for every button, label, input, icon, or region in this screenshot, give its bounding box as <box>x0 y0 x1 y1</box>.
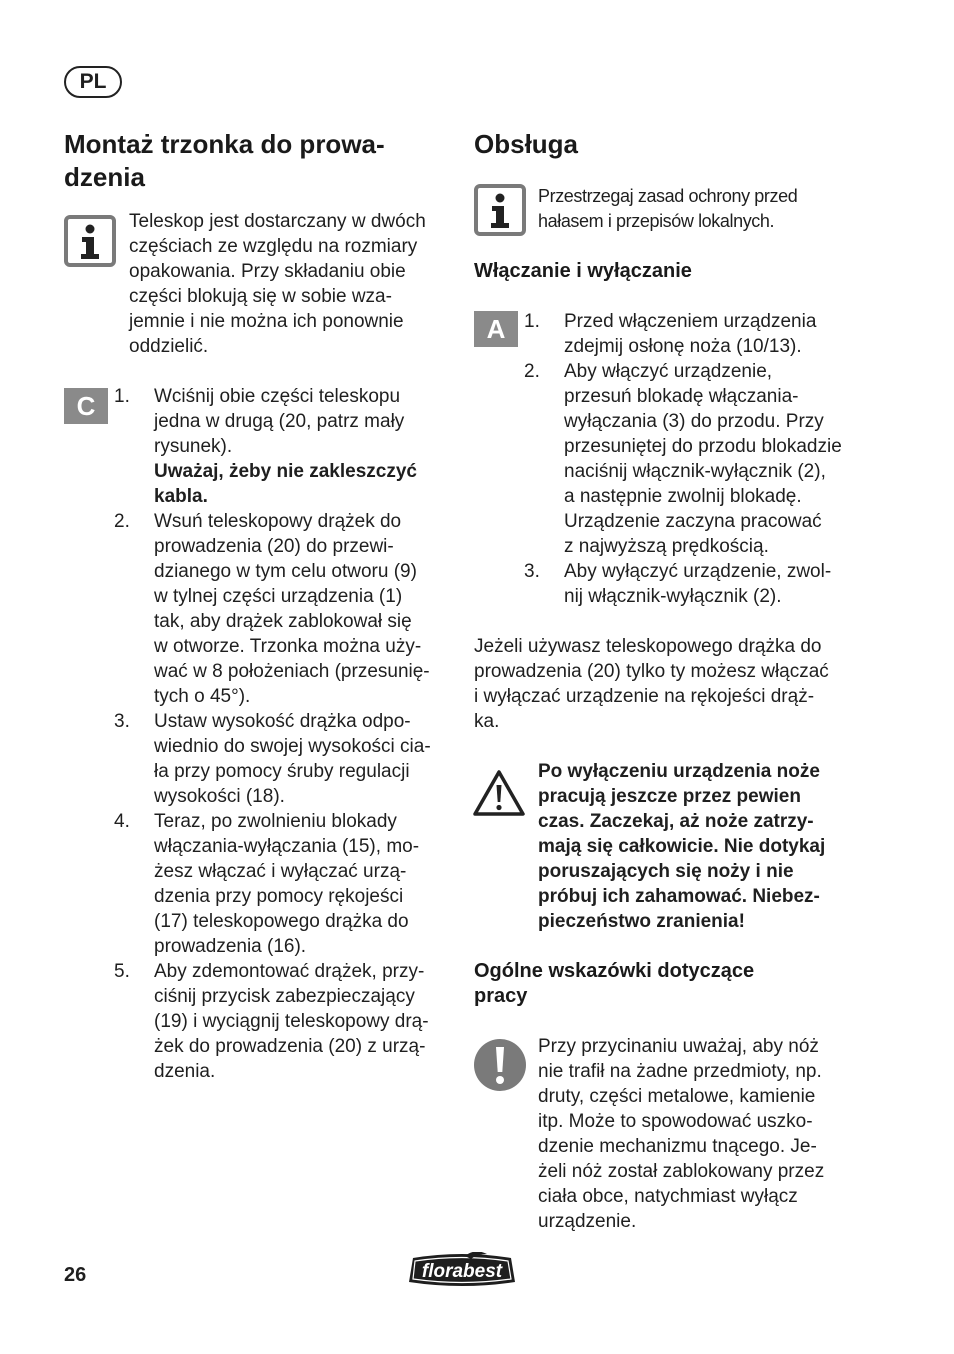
language-badge: PL <box>64 66 122 98</box>
section-title-assembly: Montaż trzonka do prowa- dzenia <box>64 129 385 192</box>
step-text: Aby zdemontować drążek, przy- ciśnij przycisk zabezpieczający (19) i wyciągnij teleskopowy drą- żek do prowadzenia (20) z urzą- dzenia. <box>154 961 429 1082</box>
warning-text: Po wyłączeniu urządzenia noże pracują jeszcze przez pewien czas. Zaczekaj, aż noże zatrzy- mają się całkowicie. Nie dotykaj poruszających się noży i nie próbuj ich zahamować. Niebez- pieczeństwo zranienia! <box>538 761 826 932</box>
step-number: 1. <box>114 386 130 407</box>
step-number: 3. <box>524 561 540 582</box>
step-text: Teraz, po zwolnieniu blokady włączania-wyłączania (15), mo- żesz włączać i wyłączać urzą- dzenia przy pomocy rękojeści (17) teleskopowego drążka do prowadzenia (16). <box>154 811 420 957</box>
section-title-operation: Obsługa <box>474 129 579 159</box>
telescope-paragraph: Jeżeli używasz teleskopowego drążka do prowadzenia (20) tylko ty możesz włączać i wyłączać urządzenie na rękojeści drąż- ka. <box>474 636 829 732</box>
svg-text:florabest: florabest <box>421 1261 503 1282</box>
list-item <box>524 559 869 609</box>
warning-triangle-icon <box>472 768 526 818</box>
list-item <box>114 509 459 709</box>
info-text-operation: Przestrzegaj zasad ochrony przed hałasem i przepisów lokalnych. <box>538 186 798 231</box>
step-text: Wsuń teleskopowy drążek do prowadzenia (20) do przewi- dzianego w tym celu otworu (9) w tylnej części urządzenia (1) tak, aby drążek zablokował się w otworze. Trzonka można uży- wać w 8 położeniach (przesunię- tych o 45°). <box>154 511 430 707</box>
step-text: Ustaw wysokość drążka odpo- wiednio do swojej wysokości cia- ła przy pomocy śruby regulacji wysokości (18). <box>154 711 431 807</box>
step-text: Aby wyłączyć urządzenie, zwol- nij włącznik-wyłącznik (2). <box>564 561 832 607</box>
step-text: Wciśnij obie części teleskopu jedna w drugą (20, patrz mały rysunek). <box>154 386 405 457</box>
florabest-logo <box>405 1252 519 1288</box>
list-item <box>524 309 869 359</box>
step-letter-a: A <box>474 311 518 347</box>
page-number: 26 <box>64 1264 87 1286</box>
info-icon <box>474 184 526 236</box>
operation-steps <box>524 309 869 609</box>
step-number: 5. <box>114 961 130 982</box>
list-item <box>114 384 459 509</box>
list-item <box>114 809 459 959</box>
step-number: 2. <box>114 511 130 532</box>
step-note: Uważaj, żeby nie zakleszczyć kabla. <box>154 461 417 507</box>
step-text: Przed włączeniem urządzenia zdejmij osłonę noża (10/13). <box>564 311 817 357</box>
step-number: 2. <box>524 361 540 382</box>
step-text: Aby włączyć urządzenie, przesuń blokadę włączania- wyłączania (3) do przodu. Przy przesuniętej do przodu blokadzie naciśnij włącznik-wyłącznik (2), a następnie zwolnij blokadę. Urządzenie zaczyna pracować z najwyższą prędkością. <box>564 361 842 557</box>
subtitle-general-tips: Ogólne wskazówki dotyczące pracy <box>474 960 755 1007</box>
step-number: 1. <box>524 311 540 332</box>
notice-text: Przy przycinaniu uważaj, aby nóż nie trafił na żadne przedmioty, np. druty, części metalowe, kamienie itp. Może to spowodować uszko- dzenie mechanizmu tnącego. Je- żeli nóż został zablokowany przez ciała obce, natychmiast wyłącz urządzenie. <box>538 1036 825 1232</box>
subtitle-on-off: Włączanie i wyłączanie <box>474 260 692 282</box>
list-item <box>524 359 869 559</box>
step-number: 3. <box>114 711 130 732</box>
info-text-assembly: Teleskop jest dostarczany w dwóch częściach ze względu na rozmiary opakowania. Przy składaniu obie części blokują się w sobie wza- jemnie i nie można ich ponownie oddzielić. <box>129 211 426 357</box>
list-item <box>114 709 459 809</box>
step-number: 4. <box>114 811 130 832</box>
step-letter-c: C <box>64 388 108 424</box>
exclamation-circle-icon <box>473 1038 527 1092</box>
assembly-steps <box>114 384 459 1084</box>
list-item <box>114 959 459 1084</box>
info-icon <box>64 215 116 267</box>
